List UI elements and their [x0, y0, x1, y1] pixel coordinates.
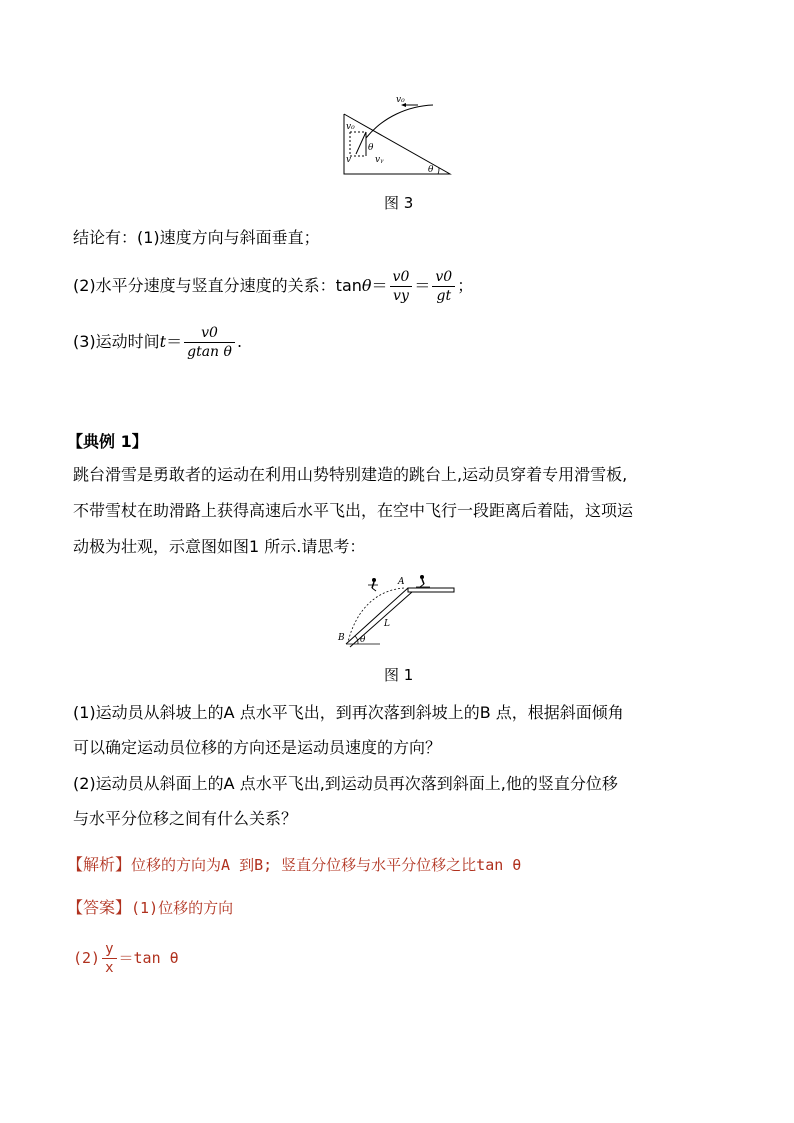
- conclusion-item-2: [73, 262, 473, 310]
- fig3-label-v0-top: v₀: [396, 95, 405, 105]
- item2-fraction-1: [390, 268, 413, 305]
- example-heading: 【典例 1】: [67, 432, 148, 451]
- conclusion-intro: 结论有：(1)速度方向与斜面垂直；: [73, 228, 320, 247]
- example-paragraph-line-2: 不带雪杖在助滑路上获得高速后水平飞出，在空中飞行一段距离后着陆，这项运: [73, 501, 634, 520]
- item3-frac-num: v0: [184, 324, 235, 343]
- item2-frac2-den: gt: [436, 287, 452, 304]
- answer-label: 【答案】: [67, 898, 132, 917]
- question-1-line-1: (1)运动员从斜坡上的A 点水平飞出，到再次落到斜坡上的B 点，根据斜面倾角: [73, 703, 624, 722]
- incline-triangle: [344, 114, 450, 174]
- item2-prefix: (2)水平分速度与竖直分速度的关系：tan: [73, 276, 362, 295]
- figure-3-caption: 图 3: [384, 194, 414, 212]
- answer-1: (1)位移的方向: [131, 899, 234, 917]
- item2-end: ；: [457, 276, 474, 295]
- fig1-label-A: A: [398, 577, 405, 587]
- item2-eq1: ＝: [371, 276, 388, 295]
- item2-frac2-num: v0: [432, 268, 455, 287]
- conclusion-item-3: [73, 318, 242, 366]
- question-2-line-1: (2)运动员从斜面上的A 点水平飞出,到运动员再次落到斜面上,他的竖直分位移: [73, 774, 618, 793]
- fig1-label-L: L: [384, 619, 390, 629]
- figure-1-caption: 图 1: [384, 666, 414, 684]
- item2-eq2: ＝: [414, 276, 431, 295]
- analysis-line: [67, 854, 521, 876]
- question-2-line-2: 与水平分位移之间有什么关系？: [73, 809, 298, 828]
- item2-theta: θ: [361, 276, 372, 295]
- fig1-label-theta: θ: [360, 635, 366, 645]
- item3-end: .: [236, 332, 243, 351]
- item2-frac1-num: v0: [390, 268, 413, 287]
- answer-2-fraction: [102, 940, 116, 977]
- answer-2-prefix: (2): [73, 949, 101, 967]
- fig3-label-v-left: v: [346, 155, 352, 165]
- answer-2-num: y: [102, 940, 116, 959]
- answer-line-1: [67, 897, 233, 919]
- figure-3-diagram: [338, 92, 454, 180]
- question-1-line-2: 可以确定运动员位移的方向还是运动员速度的方向？: [73, 738, 442, 757]
- item3-prefix: (3)运动时间: [73, 332, 160, 351]
- fig3-label-v0-left: v₀: [346, 122, 355, 132]
- analysis-label: 【解析】: [67, 855, 132, 874]
- answer-line-2: [73, 935, 179, 981]
- trajectory-curve: [366, 105, 433, 138]
- analysis-text: 位移的方向为A 到B; 竖直分位移与水平分位移之比tan θ: [131, 856, 522, 874]
- skier-icon-right: [416, 575, 430, 587]
- item2-frac1-den: vy: [393, 287, 409, 304]
- fig3-label-vy-right: vᵧ: [375, 155, 384, 165]
- fig3-label-theta-base: θ: [428, 165, 434, 175]
- fig1-label-B: B: [338, 633, 345, 643]
- answer-2-den: x: [105, 959, 114, 976]
- figure-1-diagram: [336, 572, 458, 648]
- item3-frac-den: gtan θ: [187, 343, 232, 360]
- fig3-label-theta-inner: θ: [368, 143, 374, 153]
- item3-fraction: [184, 324, 235, 361]
- example-paragraph-line-3: 动极为壮观，示意图如图1 所示.请思考：: [73, 537, 366, 556]
- answer-2-suffix: ＝tan θ: [118, 949, 179, 967]
- example-paragraph-line-1: 跳台滑雪是勇敢者的运动在利用山势特别建造的跳台上,运动员穿着专用滑雪板,: [73, 465, 628, 484]
- skier-icon-left: [368, 578, 378, 591]
- item3-eq: ＝: [166, 332, 183, 351]
- item3-t: t: [159, 332, 167, 351]
- item2-fraction-2: [432, 268, 455, 305]
